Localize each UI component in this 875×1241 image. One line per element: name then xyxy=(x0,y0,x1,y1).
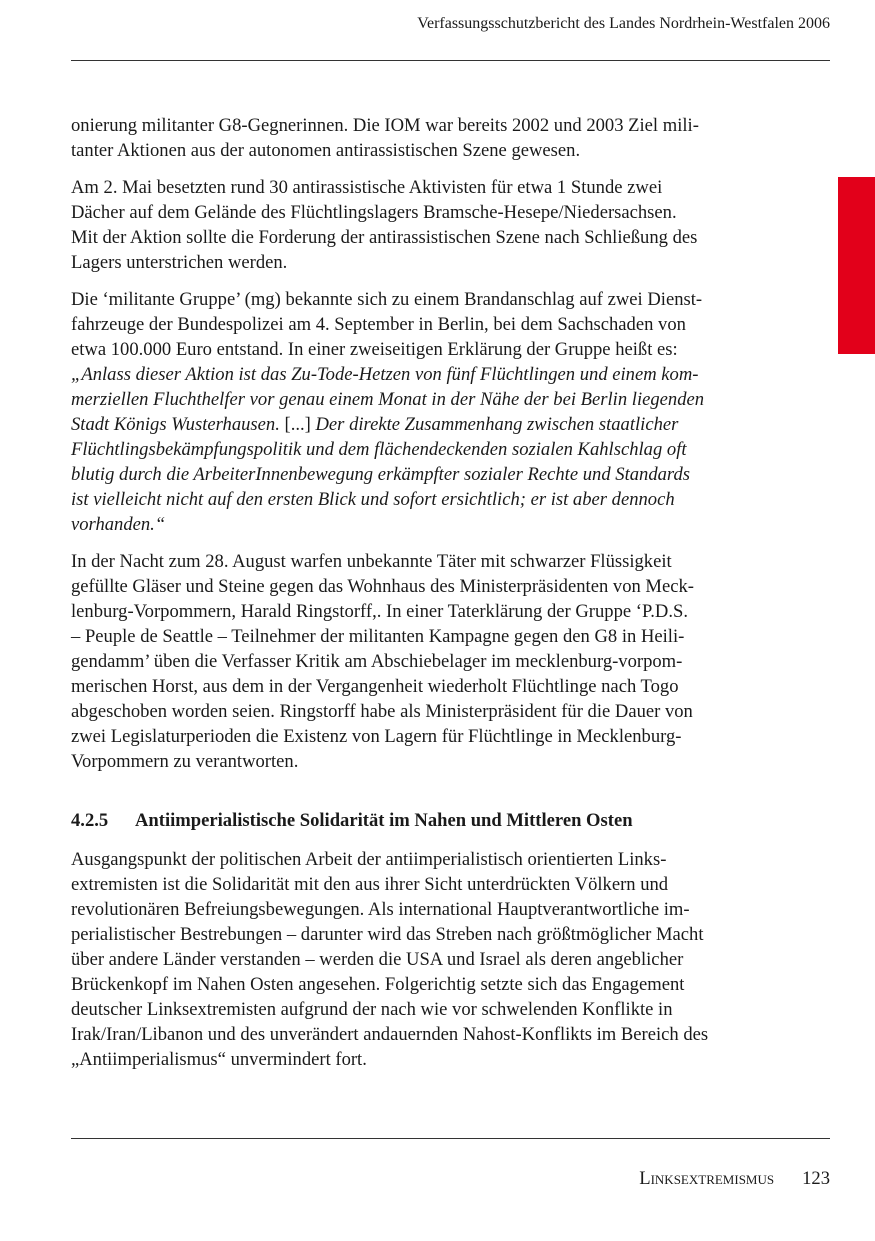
quote-line: ist vielleicht nicht auf den ersten Blick und sofort ersichtlich; er ist aber dennoch xyxy=(71,489,675,510)
text-line: Lagers unterstrichen werden. xyxy=(71,252,288,273)
section-heading xyxy=(71,808,789,833)
footer-section-name: Linksextremismus xyxy=(639,1168,775,1189)
text-line: Vorpommern zu verantworten. xyxy=(71,751,299,772)
text-line: zwei Legislaturperioden die Existenz von Lagern für Flüchtlinge in Mecklenburg- xyxy=(71,726,682,747)
text-line: – Peuple de Seattle – Teilnehmer der militanten Kampagne gegen den G8 in Heili- xyxy=(71,626,685,647)
text-line: merischen Horst, aus dem in der Vergangenheit wiederholt Flüchtlinge nach Togo xyxy=(71,676,679,697)
paragraph-5 xyxy=(71,847,789,1072)
text-line: extremisten ist die Solidarität mit den aus ihrer Sicht unterdrückten Völkern und xyxy=(71,874,669,895)
ellipsis-fragment: [...] xyxy=(279,414,316,435)
text-line: Brückenkopf im Nahen Osten angesehen. Folgerichtig setzte sich das Engagement xyxy=(71,974,685,995)
page-number: 123 xyxy=(802,1168,830,1189)
text-line: Ausgangspunkt der politischen Arbeit der antiimperialistisch orientierten Links- xyxy=(71,849,667,870)
text-line: lenburg-Vorpommern, Harald Ringstorff,. In einer Taterklärung der Gruppe ‘P.D.S. xyxy=(71,601,688,622)
text-line: etwa 100.000 Euro entstand. In einer zweiseitigen Erklärung der Gruppe heißt es: xyxy=(71,339,678,360)
text-line: onierung militanter G8-Gegnerinnen. Die IOM war bereits 2002 und 2003 Ziel mili- xyxy=(71,115,699,136)
text-line: Dächer auf dem Gelände des Flüchtlingslagers Bramsche-Hesepe/Niedersachsen. xyxy=(71,202,677,223)
section-title: Antiimperialistische Solidarität im Nahen und Mittleren Osten xyxy=(135,810,633,831)
text-line: „Antiimperialismus“ unvermindert fort. xyxy=(71,1049,367,1070)
quote-line: vorhanden.“ xyxy=(71,514,166,535)
text-line: Irak/Iran/Libanon und des unverändert andauernden Nahost-Konflikts im Bereich des xyxy=(71,1024,709,1045)
paragraph-2 xyxy=(71,175,789,275)
paragraph-3 xyxy=(71,287,789,537)
footer-rule xyxy=(71,1138,830,1139)
text-line: revolutionären Befreiungsbewegungen. Als international Hauptverantwortliche im- xyxy=(71,899,690,920)
quote-line: merziellen Fluchthelfer vor genau einem Monat in der Nähe der bei Berlin liegenden xyxy=(71,389,705,410)
text-line: fahrzeuge der Bundespolizei am 4. September in Berlin, bei dem Sachschaden von xyxy=(71,314,686,335)
header-rule xyxy=(71,60,830,61)
quote-fragment: Stadt Königs Wusterhausen. xyxy=(71,414,280,435)
page-footer xyxy=(639,1167,830,1191)
text-line: gendamm’ üben die Verfasser Kritik am Abschiebelager im mecklenburg-vorpom- xyxy=(71,651,683,672)
quote-fragment: Der direkte Zusammenhang zwischen staatlicher xyxy=(315,414,679,435)
section-number: 4.2.5 xyxy=(71,810,109,831)
text-line: perialistischer Bestrebungen – darunter wird das Streben nach größtmöglicher Macht xyxy=(71,924,704,945)
text-line: Mit der Aktion sollte die Forderung der antirassistischen Szene nach Schließung des xyxy=(71,227,698,248)
text-line: Am 2. Mai besetzten rund 30 antirassistische Aktivisten für etwa 1 Stunde zwei xyxy=(71,177,663,198)
quote-line: blutig durch die ArbeiterInnenbewegung erkämpfter sozialer Rechte und Standards xyxy=(71,464,691,485)
paragraph-4 xyxy=(71,549,789,774)
paragraph-1 xyxy=(71,113,789,163)
page-body xyxy=(71,113,789,1084)
text-line: In der Nacht zum 28. August warfen unbekannte Täter mit schwarzer Flüssigkeit xyxy=(71,551,672,572)
text-line: tanter Aktionen aus der autonomen antirassistischen Szene gewesen. xyxy=(71,140,581,161)
quote-line: „Anlass dieser Aktion ist das Zu-Tode-Hetzen von fünf Flüchtlingen und einem kom- xyxy=(71,364,699,385)
text-line: deutscher Linksextremisten aufgrund der nach wie vor schwelenden Konflikte in xyxy=(71,999,673,1020)
text-line: über andere Länder verstanden – werden die USA und Israel als deren angeblicher xyxy=(71,949,684,970)
text-line: gefüllte Gläser und Steine gegen das Wohnhaus des Ministerpräsidenten von Meck- xyxy=(71,576,694,597)
text-line: Die ‘militante Gruppe’ (mg) bekannte sich zu einem Brandanschlag auf zwei Dienst- xyxy=(71,289,703,310)
chapter-tab-marker xyxy=(838,177,875,354)
quote-line: Flüchtlingsbekämpfungspolitik und dem flächendeckenden sozialen Kahlschlag oft xyxy=(71,439,687,460)
running-header: Verfassungsschutzbericht des Landes Nordrhein-Westfalen 2006 xyxy=(417,15,830,32)
text-line: abgeschoben worden seien. Ringstorff habe als Ministerpräsident für die Dauer von xyxy=(71,701,693,722)
quote-line-mixed xyxy=(71,412,789,437)
